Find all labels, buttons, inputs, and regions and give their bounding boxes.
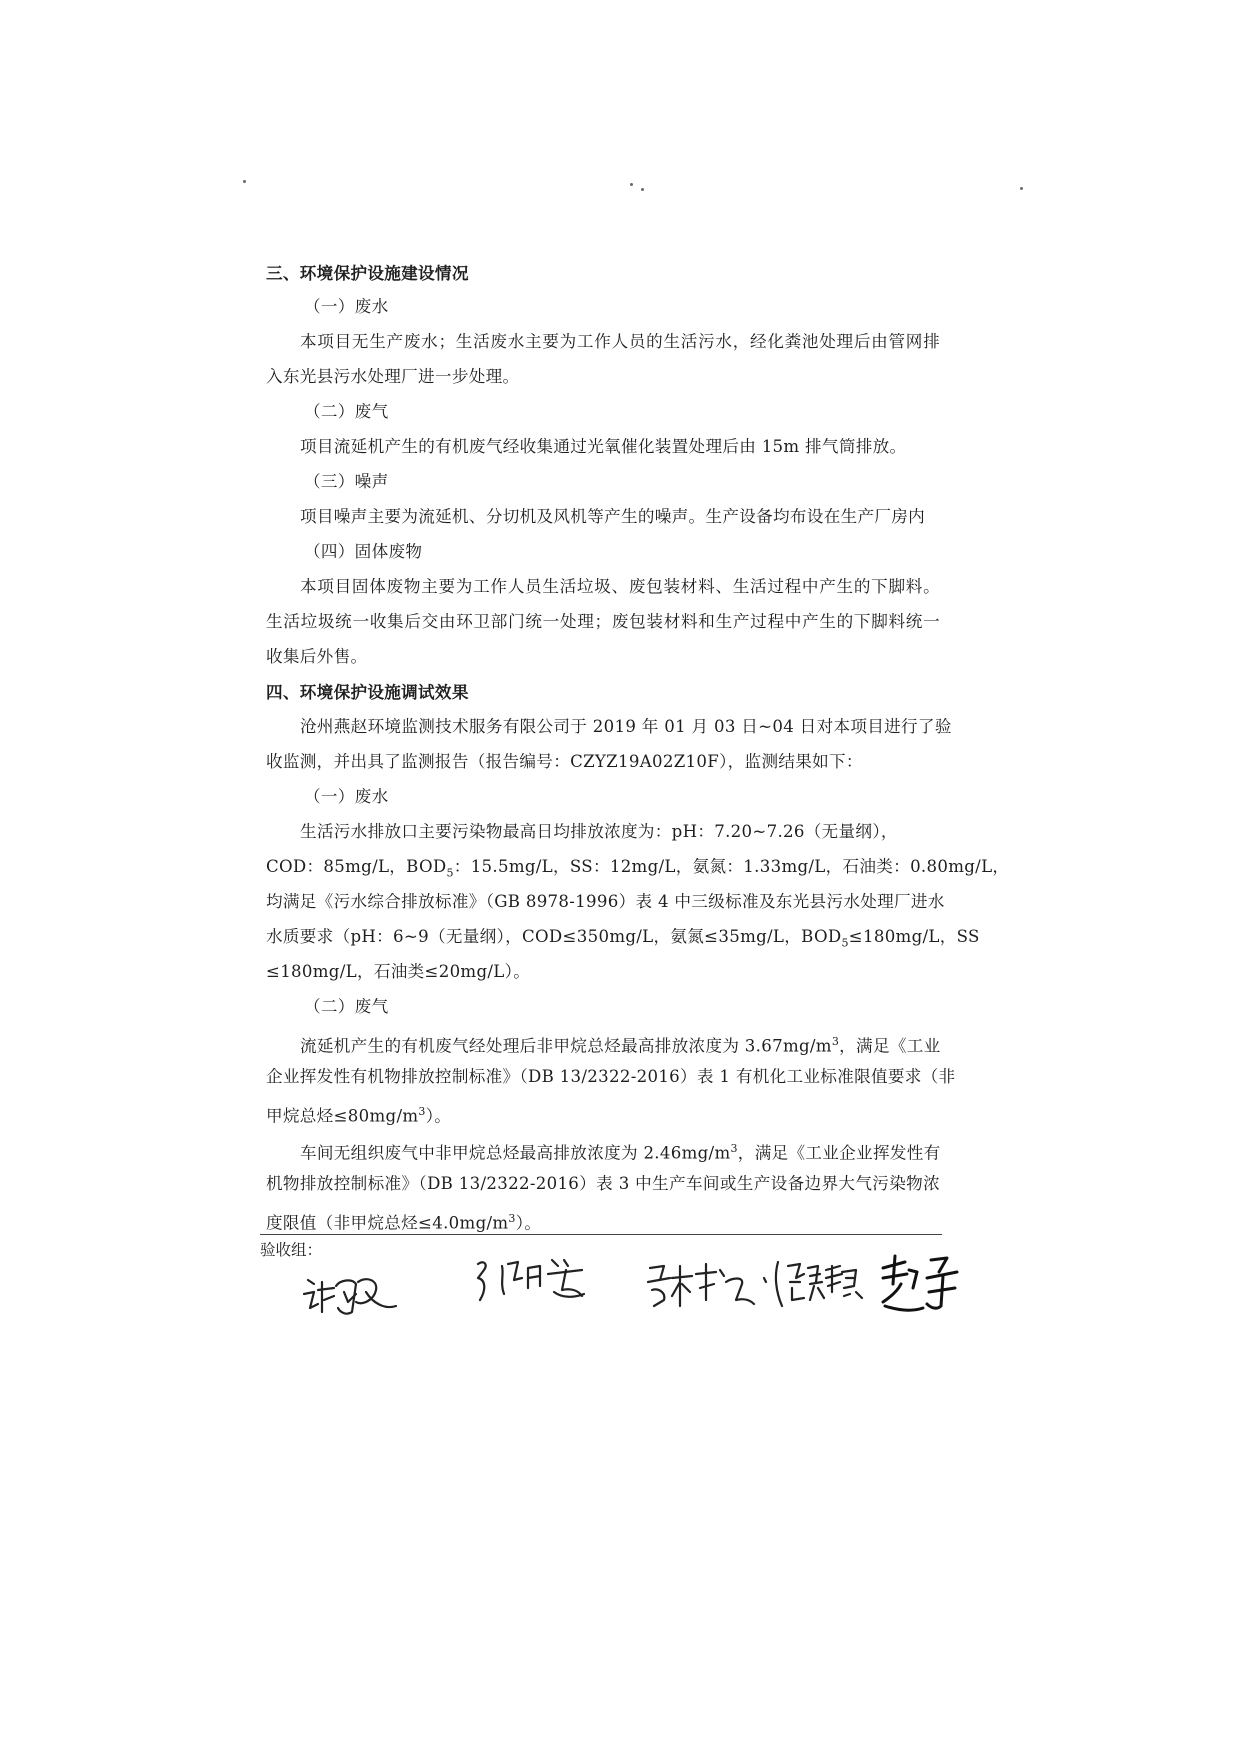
signature-2 <box>470 1250 620 1325</box>
section-3-title: 三、环境保护设施建设情况 <box>266 263 469 283</box>
signature-5 <box>875 1248 965 1328</box>
paragraph-line: 生活垃圾统一收集后交由环卫部门统一处理；废包装材料和生产过程中产生的下脚料统一 <box>266 612 940 631</box>
paragraph-line: 本项目无生产废水；生活废水主要为工作人员的生活污水，经化粪池处理后由管网排 <box>300 332 940 351</box>
paragraph-line: 机物排放控制标准》（DB 13/2322-2016）表 3 中生产车间或生产设备边界大气污染物浓 <box>266 1174 940 1193</box>
paragraph-line <box>266 856 1009 884</box>
text-run: ）。 <box>425 1106 452 1126</box>
section-3-sub2-title: （二）废气 <box>304 402 389 421</box>
paragraph-line: 沧州燕赵环境监测技术服务有限公司于 2019 年 01 月 03 日~04 日对本项目进行了验 <box>300 717 952 736</box>
text-run: ，满足《工业企业挥发性有 <box>737 1143 941 1163</box>
superscript: 3 <box>730 1142 738 1155</box>
paragraph-line <box>300 1031 941 1058</box>
text-run: ，满足《工业 <box>839 1036 941 1056</box>
paragraph-line: 收集后外售。 <box>266 647 368 666</box>
paragraph-line: 均满足《污水综合排放标准》（GB 8978-1996）表 4 中三级标准及东光县污水处理厂进水 <box>266 892 945 911</box>
paragraph-line: 入东光县污水处理厂进一步处理。 <box>266 367 520 386</box>
text-run: ：15.5mg/L，SS：12mg/L，氨氮：1.33mg/L，石油类：0.80mg/L， <box>453 857 1010 876</box>
superscript: 3 <box>831 1035 840 1048</box>
paragraph-line: 项目噪声主要为流延机、分切机及风机等产生的噪声。生产设备均布设在生产厂房内 <box>300 507 926 526</box>
paragraph-line: 生活污水排放口主要污染物最高日均排放浓度为：pH：7.20~7.26（无量纲）， <box>300 822 898 841</box>
scan-speck <box>1020 187 1023 190</box>
paragraph-line <box>266 1208 541 1235</box>
paragraph-line <box>266 1101 451 1128</box>
paragraph-line <box>300 1138 941 1165</box>
paragraph-line: 企业挥发性有机物排放控制标准》（DB 13/2322-2016）表 1 有机化工业标准限值要求（非 <box>266 1067 956 1086</box>
acceptance-group-label: 验收组： <box>260 1241 323 1259</box>
text-run: 甲烷总烃≤80mg/m <box>266 1106 419 1126</box>
text-run: 水质要求（pH：6~9（无量纲），COD≤350mg/L，氨氮≤35mg/L，BOD <box>266 927 842 946</box>
scan-speck <box>243 180 246 183</box>
text-run: ≤180mg/L，SS <box>848 927 980 946</box>
section-3-sub3-title: （三）噪声 <box>304 472 389 491</box>
signature-divider <box>260 1234 942 1235</box>
section-3-sub1-title: （一）废水 <box>304 297 389 316</box>
text-run: 车间无组织废气中非甲烷总烃最高排放浓度为 2.46mg/m <box>300 1143 731 1163</box>
section-4-title: 四、环境保护设施调试效果 <box>266 682 469 702</box>
subscript: 5 <box>841 936 849 950</box>
paragraph-line <box>266 926 980 954</box>
section-4-sub1-title: （一）废水 <box>304 787 389 806</box>
paragraph-line: 本项目固体废物主要为工作人员生活垃圾、废包装材料、生活过程中产生的下脚料。 <box>300 577 940 596</box>
paragraph-line: 项目流延机产生的有机废气经收集通过光氧催化装置处理后由 15m 排气筒排放。 <box>300 437 907 456</box>
scan-speck <box>630 183 633 186</box>
text-run: COD：85mg/L，BOD <box>266 857 447 876</box>
superscript: 3 <box>418 1105 426 1118</box>
signature-4 <box>770 1252 870 1322</box>
paragraph-line: 收监测，并出具了监测报告（报告编号：CZYZ19A02Z10F），监测结果如下： <box>266 752 863 771</box>
superscript: 3 <box>508 1212 516 1225</box>
signature-3 <box>640 1254 780 1324</box>
text-run: 流延机产生的有机废气经处理后非甲烷总烃最高排放浓度为 3.67mg/m <box>300 1036 832 1056</box>
scan-speck <box>641 188 644 191</box>
text-run: ）。 <box>515 1213 542 1233</box>
subscript: 5 <box>446 866 454 880</box>
section-3-sub4-title: （四）固体废物 <box>304 542 423 561</box>
signature-1 <box>300 1262 410 1332</box>
text-run: 度限值（非甲烷总烃≤4.0mg/m <box>266 1213 509 1233</box>
section-4-sub2-title: （二）废气 <box>304 997 389 1016</box>
paragraph-line: ≤180mg/L，石油类≤20mg/L）。 <box>266 962 531 981</box>
